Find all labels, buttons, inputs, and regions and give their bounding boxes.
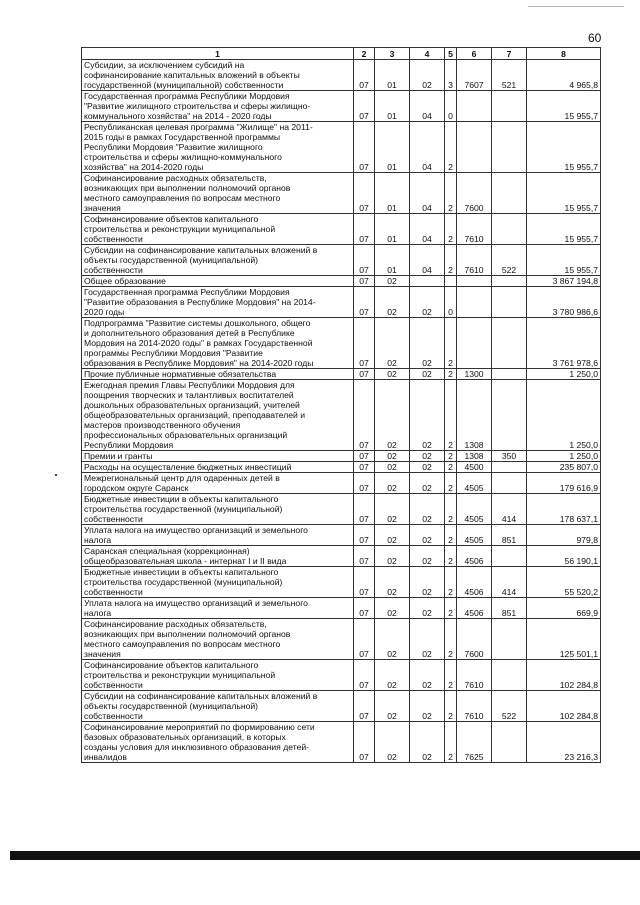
subsection-code: 02 [375,276,410,287]
subsection-code: 02 [375,380,410,451]
subprogram-code: 2 [445,525,457,546]
program-code: 02 [410,722,445,763]
row-description [82,380,354,451]
description-line: Субсидии на софинансирование капитальных вложений в [84,691,318,701]
direction-code [457,122,492,173]
description-line: софинансирование капитальных вложений в объекты [84,70,300,80]
subprogram-code: 2 [445,380,457,451]
table-row [82,619,601,660]
subsection-code: 02 [375,369,410,380]
section-code: 07 [354,660,375,691]
direction-code: 7610 [457,214,492,245]
expense-type-code [492,546,527,567]
program-code: 02 [410,525,445,546]
table-row [82,598,601,619]
section-code: 07 [354,494,375,525]
description-line: Субсидии на софинансирование капитальных вложений в [84,245,318,255]
description-line: Республиканская целевая программа "Жилище" на 2011- [84,122,313,132]
row-description [82,91,354,122]
table-row [82,122,601,173]
expense-type-code [492,619,527,660]
direction-code: 7610 [457,691,492,722]
table-row [82,245,601,276]
page-number: 60 [588,31,602,45]
subprogram-code: 2 [445,462,457,473]
description-line: собственности [84,234,143,244]
description-line: общеобразовательная школа - интернат I и II вида [84,556,287,566]
amount-value: 55 520,2 [527,567,601,598]
description-line: Софинансирование расходных обязательств, [84,619,267,629]
amount-value: 56 190,1 [527,546,601,567]
subsection-code: 01 [375,122,410,173]
amount-value: 3 867 194,8 [527,276,601,287]
description-line: поощрения творческих и талантливых воспитателей [84,390,294,400]
column-header: 5 [445,48,457,60]
table-row [82,380,601,451]
direction-code: 1308 [457,451,492,462]
subprogram-code: 2 [445,473,457,494]
program-code: 04 [410,173,445,214]
row-description [82,598,354,619]
program-code: 02 [410,369,445,380]
description-line: хозяйства" на 2014-2020 годы [84,162,204,172]
section-code: 07 [354,276,375,287]
row-description [82,60,354,91]
direction-code [457,91,492,122]
column-header: 6 [457,48,492,60]
amount-value: 125 501,1 [527,619,601,660]
description-line: строительства государственной (муниципальной) [84,504,283,514]
subprogram-code: 2 [445,494,457,525]
subprogram-code: 2 [445,318,457,369]
program-code: 02 [410,380,445,451]
description-line: собственности [84,680,143,690]
program-code: 04 [410,245,445,276]
program-code: 04 [410,214,445,245]
subprogram-code: 2 [445,369,457,380]
column-header: 4 [410,48,445,60]
section-code: 07 [354,722,375,763]
subprogram-code: 2 [445,619,457,660]
subprogram-code: 2 [445,660,457,691]
column-header: 1 [82,48,354,60]
section-code: 07 [354,60,375,91]
program-code: 02 [410,691,445,722]
description-line: программы Республики Мордовия "Развитие [84,348,263,358]
subsection-code: 01 [375,214,410,245]
row-description [82,546,354,567]
subsection-code: 02 [375,691,410,722]
subprogram-code [445,276,457,287]
row-description [82,318,354,369]
direction-code: 7610 [457,660,492,691]
program-code: 02 [410,567,445,598]
expense-type-code [492,91,527,122]
program-code: 02 [410,287,445,318]
section-code: 07 [354,619,375,660]
section-code: 07 [354,546,375,567]
program-code [410,276,445,287]
row-description [82,494,354,525]
description-line: Субсидии, за исключением субсидий на [84,60,245,70]
expense-type-code [492,276,527,287]
amount-value: 1 250,0 [527,451,601,462]
section-code: 07 [354,245,375,276]
direction-code: 7610 [457,245,492,276]
expense-type-code [492,214,527,245]
amount-value: 979,8 [527,525,601,546]
table-row [82,660,601,691]
amount-value: 23 216,3 [527,722,601,763]
section-code: 07 [354,462,375,473]
row-description [82,173,354,214]
section-code: 07 [354,91,375,122]
expense-type-code [492,122,527,173]
budget-table [81,47,601,763]
subsection-code: 02 [375,722,410,763]
description-line: собственности [84,711,143,721]
description-line: Софинансирование расходных обязательств, [84,173,267,183]
row-description [82,525,354,546]
direction-code [457,276,492,287]
subprogram-code: 2 [445,598,457,619]
section-code: 07 [354,122,375,173]
subsection-code: 02 [375,619,410,660]
direction-code [457,318,492,369]
subsection-code: 01 [375,91,410,122]
table-row [82,91,601,122]
description-line: Республики Мордовия "Развитие жилищного [84,142,263,152]
amount-value: 15 955,7 [527,173,601,214]
row-description [82,567,354,598]
expense-type-code: 350 [492,451,527,462]
row-description [82,660,354,691]
subprogram-code: 0 [445,91,457,122]
row-description [82,276,354,287]
amount-value: 15 955,7 [527,214,601,245]
amount-value: 102 284,8 [527,691,601,722]
description-line: Уплата налога на имущество организаций и земельного [84,598,308,608]
amount-value: 15 955,7 [527,122,601,173]
program-code: 02 [410,619,445,660]
subsection-code: 02 [375,660,410,691]
description-line: Прочие публичные нормативные обязательства [84,369,277,379]
table-row [82,525,601,546]
program-code: 02 [410,494,445,525]
column-header: 3 [375,48,410,60]
description-line: "Развитие жилищного строительства и сферы жилищно- [84,101,311,111]
row-description [82,214,354,245]
description-line: налога [84,535,112,545]
description-line: возникающих при выполнении полномочий органов [84,629,291,639]
subsection-code: 02 [375,287,410,318]
row-description [82,245,354,276]
table-row [82,173,601,214]
description-line: городском округе Саранск [84,483,189,493]
description-line: коммунального хозяйства" на 2014 - 2020 годы [84,111,272,121]
table-row [82,691,601,722]
description-line: Саранская специальная (коррекционная) [84,546,250,556]
row-description [82,691,354,722]
description-line: значения [84,649,121,659]
row-description [82,722,354,763]
program-code: 02 [410,473,445,494]
description-line: местного самоуправления по вопросам местного [84,639,281,649]
description-line: собственности [84,265,143,275]
direction-code: 7607 [457,60,492,91]
table-row [82,451,601,462]
program-code: 02 [410,598,445,619]
description-line: Мордовия на 2014-2020 годы" в рамках Государственной [84,338,313,348]
expense-type-code [492,369,527,380]
description-line: Общее образование [84,276,166,286]
table-row [82,494,601,525]
row-description [82,462,354,473]
description-line: базовых образовательных организаций, в которых [84,732,286,742]
program-code: 02 [410,546,445,567]
description-line: государственной (муниципальной) собственности [84,80,284,90]
description-line: мастеров производственного обучения [84,420,241,430]
expense-type-code [492,173,527,214]
amount-value: 15 955,7 [527,91,601,122]
table-row [82,287,601,318]
program-code: 02 [410,318,445,369]
subprogram-code: 2 [445,451,457,462]
top-rule [528,6,624,7]
section-code: 07 [354,369,375,380]
expense-type-code [492,380,527,451]
table-row [82,722,601,763]
description-line: общеобразовательных организаций, преподавателей и [84,410,306,420]
description-line: объекты государственной (муниципальной) [84,701,259,711]
expense-type-code [492,722,527,763]
section-code: 07 [354,318,375,369]
amount-value: 4 965,8 [527,60,601,91]
direction-code: 7600 [457,173,492,214]
expense-type-code [492,462,527,473]
table-row [82,318,601,369]
program-code: 04 [410,91,445,122]
amount-value: 179 616,9 [527,473,601,494]
description-line: профессиональных образовательных организаций [84,430,288,440]
subsection-code: 02 [375,546,410,567]
description-line: налога [84,608,112,618]
direction-code: 4505 [457,473,492,494]
row-description [82,473,354,494]
program-code: 02 [410,462,445,473]
column-header: 2 [354,48,375,60]
description-line: собственности [84,587,143,597]
row-description [82,122,354,173]
subprogram-code: 2 [445,722,457,763]
table-row [82,473,601,494]
amount-value: 178 637,1 [527,494,601,525]
direction-code: 4500 [457,462,492,473]
subsection-code: 02 [375,598,410,619]
column-header: 7 [492,48,527,60]
row-description [82,619,354,660]
section-code: 07 [354,173,375,214]
section-code: 07 [354,287,375,318]
row-description [82,369,354,380]
amount-value: 15 955,7 [527,245,601,276]
amount-value: 669,9 [527,598,601,619]
section-code: 07 [354,691,375,722]
direction-code: 7625 [457,722,492,763]
scan-bottom-band [10,851,640,860]
description-line: дошкольных образовательных организаций, учителей [84,400,300,410]
subprogram-code: 2 [445,122,457,173]
description-line: Государственная программа Республики Мордовия [84,287,290,297]
subsection-code: 02 [375,462,410,473]
description-line: Бюджетные инвестиции в объекты капитального [84,567,279,577]
table-row [82,276,601,287]
subprogram-code: 0 [445,287,457,318]
direction-code: 1308 [457,380,492,451]
header-row [82,48,601,60]
section-code: 07 [354,473,375,494]
description-line: местного самоуправления по вопросам местного [84,193,281,203]
expense-type-code: 414 [492,494,527,525]
direction-code: 4505 [457,525,492,546]
table-row [82,546,601,567]
program-code: 02 [410,60,445,91]
subprogram-code: 2 [445,546,457,567]
description-line: Уплата налога на имущество организаций и земельного [84,525,308,535]
direction-code: 4505 [457,494,492,525]
subprogram-code: 2 [445,214,457,245]
expense-type-code [492,318,527,369]
direction-code: 1300 [457,369,492,380]
table-row [82,214,601,245]
expense-type-code [492,660,527,691]
subsection-code: 01 [375,60,410,91]
description-line: Софинансирование объектов капитального [84,214,259,224]
subprogram-code: 2 [445,245,457,276]
description-line: образования в Республике Мордовия" на 2014-2020 годы [84,358,314,368]
description-line: Софинансирование мероприятий по формированию сети [84,722,315,732]
table-row [82,567,601,598]
amount-value: 1 250,0 [527,380,601,451]
description-line: Софинансирование объектов капитального [84,660,259,670]
section-code: 07 [354,214,375,245]
description-line: 2020 годы [84,307,125,317]
direction-code: 4506 [457,567,492,598]
description-line: Республики Мордовия [84,440,174,450]
subprogram-code: 2 [445,173,457,214]
description-line: объекты государственной (муниципальной) [84,255,259,265]
description-line: Подпрограмма "Развитие системы дошкольного, общего [84,318,311,328]
subsection-code: 02 [375,451,410,462]
direction-code [457,287,492,318]
amount-value: 3 761 978,6 [527,318,601,369]
subsection-code: 02 [375,567,410,598]
subsection-code: 02 [375,473,410,494]
description-line: 2015 годы в рамках Государственной программы [84,132,281,142]
expense-type-code [492,473,527,494]
description-line: собственности [84,514,143,524]
program-code: 02 [410,660,445,691]
description-line: Межрегиональный центр для одаренных детей в [84,473,280,483]
description-line: Премии и гранты [84,451,153,461]
description-line: строительства и реконструкции муниципальной [84,224,276,234]
subprogram-code: 2 [445,691,457,722]
subsection-code: 02 [375,494,410,525]
expense-type-code: 851 [492,598,527,619]
row-description [82,287,354,318]
row-description [82,451,354,462]
program-code: 04 [410,122,445,173]
expense-type-code: 851 [492,525,527,546]
description-line: Ежегодная премия Главы Республики Мордовия для [84,380,295,390]
description-line: и дополнительного образования детей в Республике [84,328,295,338]
subsection-code: 02 [375,318,410,369]
expense-type-code: 522 [492,691,527,722]
description-line: Расходы на осуществление бюджетных инвестиций [84,462,292,472]
column-header: 8 [527,48,601,60]
description-line: строительства и сферы жилищно-коммунального [84,152,282,162]
description-line: строительства и реконструкции муниципальной [84,670,276,680]
amount-value: 235 807,0 [527,462,601,473]
direction-code: 4506 [457,598,492,619]
description-line: созданы условия для инклюзивного образования детей- [84,742,310,752]
margin-mark [55,474,57,476]
direction-code: 7600 [457,619,492,660]
table-row [82,462,601,473]
section-code: 07 [354,451,375,462]
description-line: значения [84,203,121,213]
section-code: 07 [354,380,375,451]
section-code: 07 [354,598,375,619]
description-line: "Развитие образования в Республике Мордовия" на 2014- [84,297,316,307]
amount-value: 1 250,0 [527,369,601,380]
description-line: Бюджетные инвестиции в объекты капитального [84,494,279,504]
description-line: возникающих при выполнении полномочий органов [84,183,291,193]
program-code: 02 [410,451,445,462]
section-code: 07 [354,525,375,546]
section-code: 07 [354,567,375,598]
direction-code: 4506 [457,546,492,567]
amount-value: 3 780 986,6 [527,287,601,318]
amount-value: 102 284,8 [527,660,601,691]
subprogram-code: 2 [445,567,457,598]
description-line: строительства государственной (муниципальной) [84,577,283,587]
subsection-code: 01 [375,245,410,276]
expense-type-code [492,287,527,318]
description-line: инвалидов [84,752,127,762]
subsection-code: 02 [375,525,410,546]
table-row [82,369,601,380]
subsection-code: 01 [375,173,410,214]
description-line: Государственная программа Республики Мордовия [84,91,290,101]
table-row [82,60,601,91]
expense-type-code: 521 [492,60,527,91]
subprogram-code: 3 [445,60,457,91]
expense-type-code: 522 [492,245,527,276]
expense-type-code: 414 [492,567,527,598]
